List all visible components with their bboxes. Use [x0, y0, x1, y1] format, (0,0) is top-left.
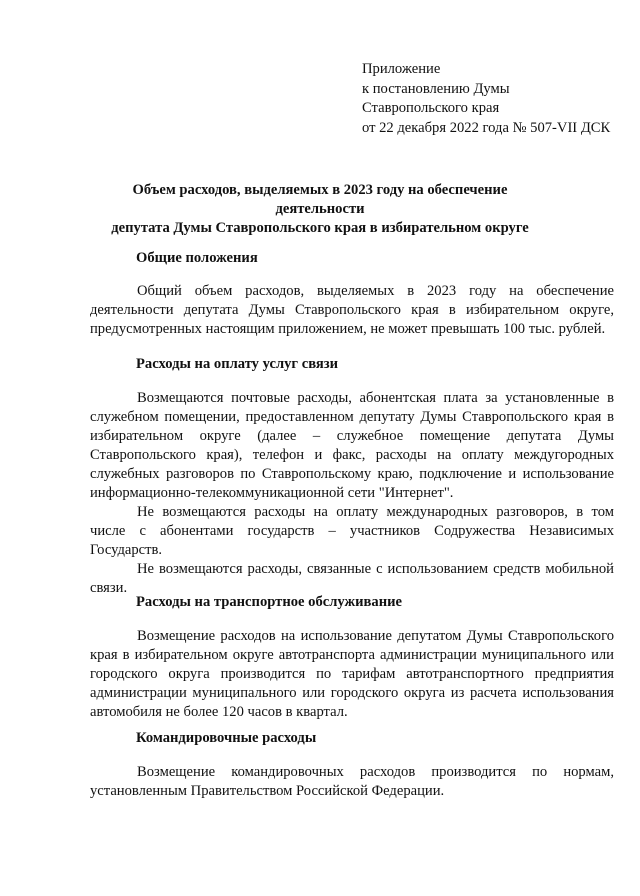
- heading-transport: Расходы на транспортное обслуживание: [136, 594, 402, 610]
- document-title: [90, 181, 550, 238]
- heading-general: Общие положения: [136, 250, 258, 266]
- paragraph-travel: [90, 763, 614, 801]
- communications-text-3: Не возмещаются расходы, связанные с использованием средств мобильной связи.: [90, 561, 614, 596]
- paragraph-transport: [90, 627, 614, 722]
- title-line-1: Объем расходов, выделяемых в 2023 году на обеспечение деятельности: [132, 182, 508, 217]
- attachment-block: [362, 60, 632, 138]
- communications-text-1: Возмещаются почтовые расходы, абонентская плата за установленные в служебном помещении, предоставленном депутату Думы Ставропольского края в избирательном округе (далее – служебное помещение депутата Думы Ставропольского края), телефон и факс, расходы на оплату междугородных служебных разговоров по Ставропольскому краю, подключение и использование информационно-телекоммуникационной сети "Интернет".: [90, 390, 614, 501]
- paragraph-general: [90, 282, 614, 339]
- paragraph-communications: [90, 389, 614, 598]
- heading-communications: Расходы на оплату услуг связи: [136, 356, 339, 372]
- attachment-line-2: к постановлению Думы: [362, 80, 510, 97]
- heading-travel: Командировочные расходы: [136, 730, 317, 746]
- communications-text-2: Не возмещаются расходы на оплату международных разговоров, в том числе с абонентами государств – участников Содружества Независимых Государств.: [90, 504, 614, 558]
- travel-text: Возмещение командировочных расходов производится по нормам, установленным Правительством Российской Федерации.: [90, 764, 614, 799]
- general-text: Общий объем расходов, выделяемых в 2023 году на обеспечение деятельности депутата Думы Ставропольского края в избирательном округе, предусмотренных настоящим приложением, не может превышать 100 тыс. рублей.: [90, 283, 614, 337]
- transport-text: Возмещение расходов на использование депутатом Думы Ставропольского края в избирательном округе автотранспорта администрации муниципального или городского округа производится по тарифам автотранспортного предприятия администрации муниципального или городского округа из расчета использования автомобиля не более 120 часов в квартал.: [90, 628, 614, 720]
- attachment-line-3: Ставропольского края: [362, 100, 500, 116]
- attachment-line-4: от 22 декабря 2022 года № 507-VII ДСК: [362, 119, 611, 136]
- attachment-line-1: Приложение: [362, 61, 441, 77]
- title-line-2: депутата Думы Ставропольского края в избирательном округе: [111, 220, 529, 236]
